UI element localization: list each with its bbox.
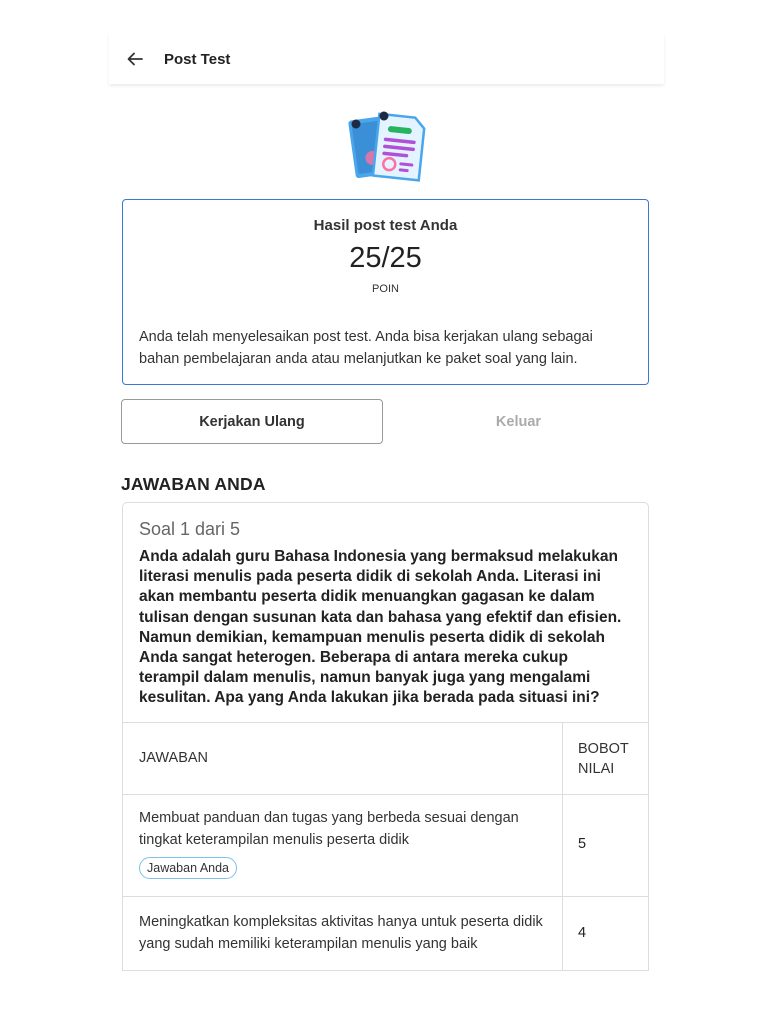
score-cell	[563, 897, 648, 970]
header-score-label: BOBOT NILAI	[578, 741, 629, 777]
document-pages-icon	[346, 110, 426, 184]
result-description: Anda telah menyelesaikan post test. Anda bisa kerjakan ulang sebagai bahan pembelajaran anda atau melanjutkan ke paket soal yang lain.	[139, 329, 593, 367]
answer-table	[123, 722, 648, 970]
header-answer-label: JAWABAN	[139, 750, 209, 766]
score-cell	[563, 795, 648, 896]
answer-cell	[123, 795, 563, 896]
question-card	[122, 502, 649, 971]
answer-cell	[123, 897, 563, 970]
table-header-answer	[123, 723, 563, 794]
result-title: Hasil post test Anda	[313, 217, 458, 234]
table-header-row	[123, 722, 648, 794]
table-row	[123, 794, 648, 896]
table-row	[123, 896, 648, 970]
question-text: Anda adalah guru Bahasa Indonesia yang bermaksud melakukan literasi menulis pada peserta didik di sekolah Anda. Literasi ini akan membantu peserta didik menuangkan gagasan ke dalam tulisan dengan susunan kata dan bahasa yang efektif dan efisien. Namun demikian, kemampuan menulis peserta didik di sekolah Anda sangat heterogen. Beberapa di antara mereka cukup terampil dalam menulis, namun banyak juga yang mengalami kesulitan. Apa yang Anda lakukan jika berada pada situasi ini?	[139, 548, 622, 707]
retry-button[interactable]: Kerjakan Ulang	[121, 399, 383, 444]
result-unit: POIN	[372, 283, 399, 295]
exit-button: Keluar	[388, 399, 649, 444]
result-score: 25/25	[349, 242, 422, 274]
answer-score: 5	[578, 836, 587, 852]
answer-text: Membuat panduan dan tugas yang berbeda sesuai dengan tingkat keterampilan menulis peserta didik	[139, 810, 519, 848]
result-card	[122, 199, 649, 385]
answers-section-title: JAWABAN ANDA	[121, 474, 266, 494]
back-button[interactable]	[121, 45, 149, 73]
answer-score: 4	[578, 925, 587, 941]
answer-text: Meningkatkan kompleksitas aktivitas hanya untuk peserta didik yang sudah memiliki keterampilan menulis yang baik	[139, 914, 543, 952]
table-header-score	[563, 723, 648, 794]
app-bar	[109, 34, 664, 84]
question-number: Soal 1 dari 5	[139, 519, 241, 539]
arrow-left-icon	[125, 49, 145, 69]
your-answer-badge: Jawaban Anda	[139, 857, 237, 879]
page-title: Post Test	[164, 50, 231, 68]
